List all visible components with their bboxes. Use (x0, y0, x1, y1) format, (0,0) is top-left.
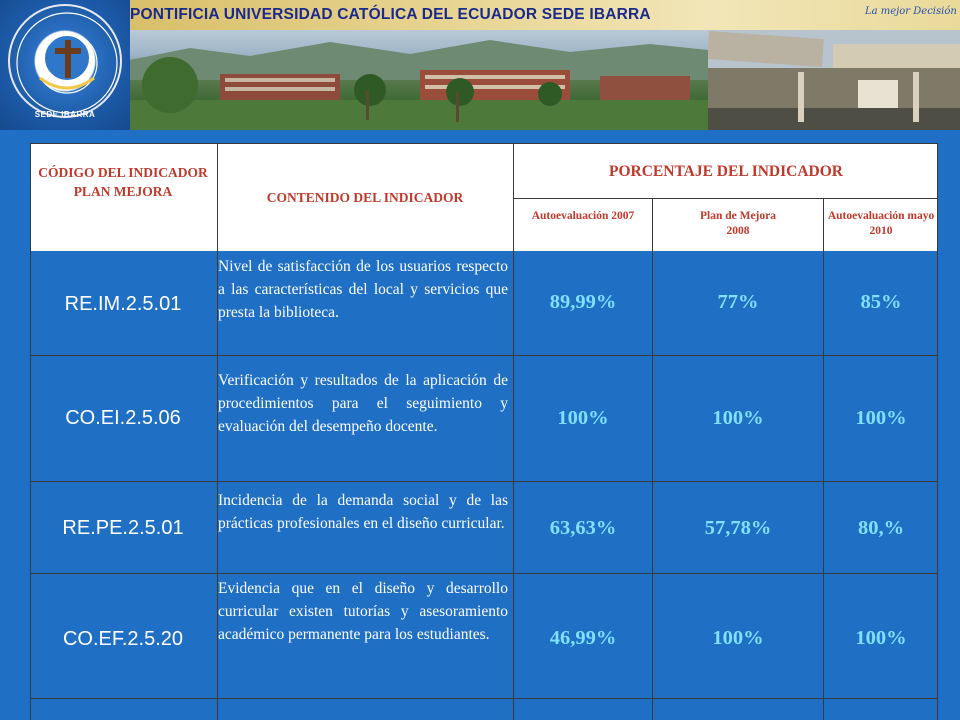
row-1-value-2007: 89,99% (549, 291, 617, 313)
row-1-content: Nivel de satisfacción de los usuarios respecto a las características del local y servicios que presta la biblioteca. (218, 258, 508, 321)
cross-icon (65, 40, 71, 78)
row-4-content: Evidencia que en el diseño y desarrollo curricular existen tutorías y asesoramiento académico permanente para los estudiantes. (218, 580, 508, 643)
university-logo-panel (0, 0, 130, 130)
row-3-content: Incidencia de la demanda social y de las prácticas profesionales en el diseño curricular. (218, 492, 508, 532)
header-content: CONTENIDO DEL INDICADOR (266, 190, 464, 205)
row-4-code: CO.EF.2.5.20 (62, 628, 184, 650)
page-title: PONTIFICIA UNIVERSIDAD CATÓLICA DEL ECUADOR SEDE IBARRA (130, 6, 651, 23)
campus-photo-graphic (130, 30, 708, 130)
row-3-value-2010: 80,% (857, 517, 905, 539)
row-2-value-2010: 100% (855, 407, 907, 429)
campus-photo (130, 30, 708, 130)
row-2-content: Verificación y resultados de la aplicación de procedimientos para el seguimiento y evaluación del desempeño docente. (218, 372, 508, 435)
row-3-value-2008: 57,78% (704, 517, 772, 539)
seal-center (43, 34, 91, 82)
header-banner (0, 0, 960, 130)
entrance-photo (708, 30, 960, 130)
row-4-value-2008: 100% (712, 627, 764, 649)
row-1-code: RE.IM.2.5.01 (64, 293, 182, 315)
slogan: La mejor Decisión (865, 6, 957, 17)
header-autoevaluacion-2010: Autoevaluación mayo 2010 (827, 210, 935, 237)
row-4-value-2010: 100% (855, 627, 907, 649)
row-2-code: CO.EI.2.5.06 (65, 407, 181, 429)
row-1-value-2008: 77% (717, 291, 759, 313)
row-3-value-2007: 63,63% (549, 517, 617, 539)
header-percentage: PORCENTAJE DEL INDICADOR (609, 163, 843, 180)
university-seal-icon (8, 4, 122, 118)
row-4-value-2007: 46,99% (549, 627, 617, 649)
entrance-photo-graphic (708, 30, 960, 130)
row-2-value-2008: 100% (712, 407, 764, 429)
header-autoevaluacion-2007: Autoevaluación 2007 (531, 210, 635, 222)
row-1-value-2010: 85% (860, 291, 902, 313)
header-code: CÓDIGO DEL INDICADOR PLAN MEJORA (38, 165, 208, 199)
row-3-code: RE.PE.2.5.01 (62, 517, 184, 539)
seal-caption: SEDE IBARRA (34, 110, 96, 119)
row-2-value-2007: 100% (557, 407, 609, 429)
header-plan-mejora-2008: Plan de Mejora 2008 (699, 210, 776, 237)
